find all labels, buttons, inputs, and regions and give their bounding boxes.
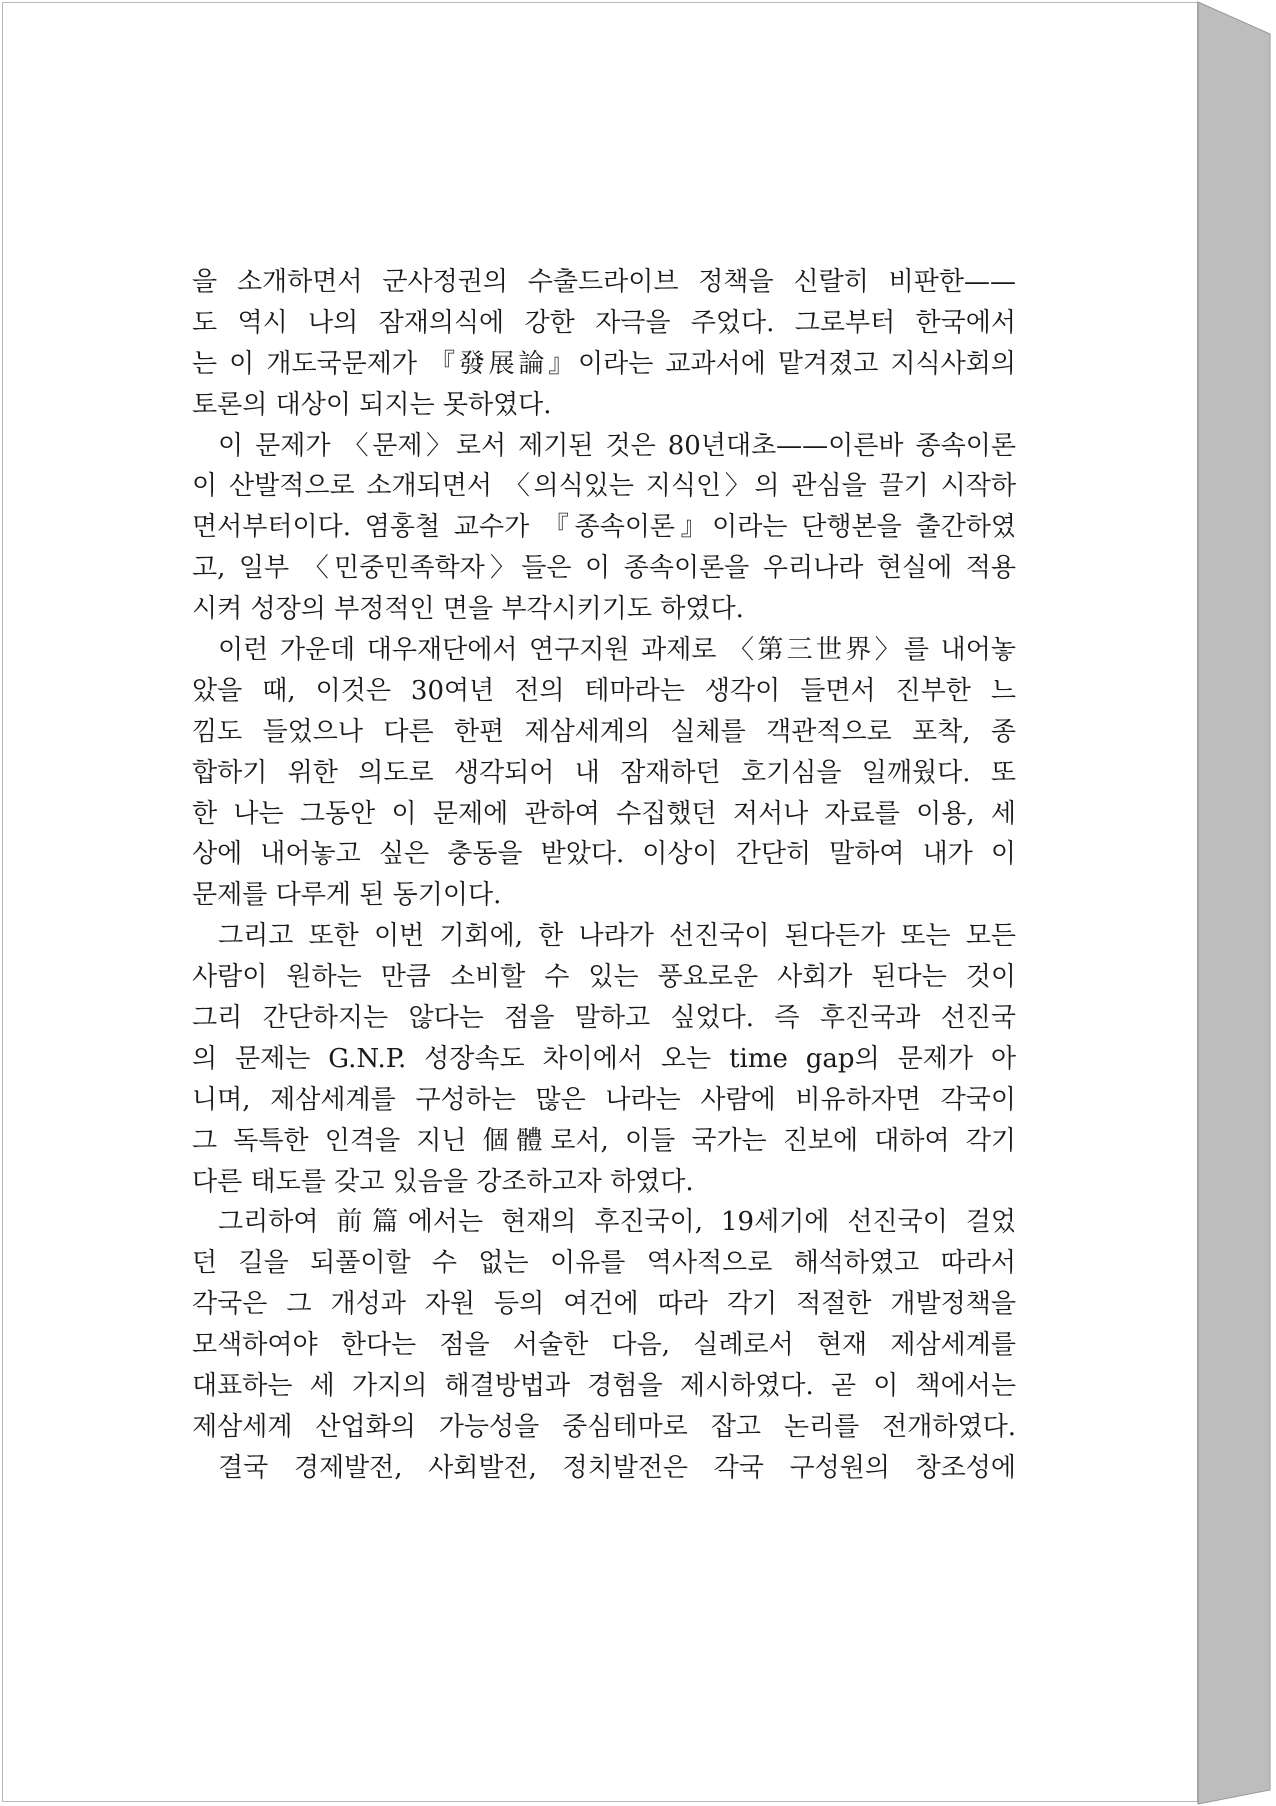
text-line: 면서부터이다. 염홍철 교수가 『종속이론』이라는 단행본을 출간하였 bbox=[192, 512, 1016, 543]
text-line: 시켜 성장의 부정적인 면을 부각시키기도 하였다. bbox=[192, 594, 744, 625]
text-line: 았을 때, 이것은 30여년 전의 테마라는 생각이 들면서 진부한 느 bbox=[192, 675, 1016, 706]
text-line: 모색하여야 한다는 점을 서술한 다음, 실례로서 현재 제삼세계를 bbox=[192, 1330, 1016, 1361]
text-line: 그리 간단하지는 않다는 점을 말하고 싶었다. 즉 후진국과 선진국 bbox=[192, 1003, 1016, 1034]
text-line: 사람이 원하는 만큼 소비할 수 있는 풍요로운 사회가 된다는 것이 bbox=[192, 962, 1016, 993]
text-line: 니며, 제삼세계를 구성하는 많은 나라는 사람에 비유하자면 각국이 bbox=[192, 1084, 1016, 1115]
text-line: 그 독특한 인격을 지닌 個體로서, 이들 국가는 진보에 대하여 각기 bbox=[192, 1125, 1016, 1156]
text-line: 상에 내어놓고 싶은 충동을 받았다. 이상이 간단히 말하여 내가 이 bbox=[192, 839, 1016, 870]
text-line: 그리고 또한 이번 기회에, 한 나라가 선진국이 된다든가 또는 모든 bbox=[218, 921, 1016, 952]
text-line: 합하기 위한 의도로 생각되어 내 잠재하던 호기심을 일깨웠다. 또 bbox=[192, 757, 1016, 788]
text-line: 문제를 다루게 된 동기이다. bbox=[192, 880, 502, 911]
text-line: 고, 일부 〈민중민족학자〉들은 이 종속이론을 우리나라 현실에 적용 bbox=[192, 553, 1016, 584]
text-line: 그리하여 前篇에서는 현재의 후진국이, 19세기에 선진국이 걸었 bbox=[218, 1207, 1016, 1238]
text-line: 던 길을 되풀이할 수 없는 이유를 역사적으로 해석하였고 따라서 bbox=[192, 1248, 1016, 1279]
text-line: 대표하는 세 가지의 해결방법과 경험을 제시하였다. 곧 이 책에서는 bbox=[192, 1371, 1016, 1402]
text-line: 낌도 들었으나 다른 한편 제삼세계의 실체를 객관적으로 포착, 종 bbox=[192, 716, 1016, 747]
text-line: 이 산발적으로 소개되면서 〈의식있는 지식인〉의 관심을 끌기 시작하 bbox=[192, 471, 1016, 502]
text-line: 을 소개하면서 군사정권의 수출드라이브 정책을 신랄히 비판한—— bbox=[192, 267, 1016, 297]
text-line: 결국 경제발전, 사회발전, 정치발전은 각국 구성원의 창조성에 bbox=[218, 1452, 1016, 1483]
text-line: 제삼세계 산업화의 가능성을 중심테마로 잡고 논리를 전개하였다. bbox=[192, 1411, 1016, 1442]
text-line: 는 이 개도국문제가 『發展論』이라는 교과서에 맡겨졌고 지식사회의 bbox=[192, 348, 1016, 379]
text-line: 이 문제가 〈문제〉로서 제기된 것은 80년대초——이른바 종속이론 bbox=[218, 430, 1016, 461]
text-line: 각국은 그 개성과 자원 등의 여건에 따라 각기 적절한 개발정책을 bbox=[192, 1289, 1016, 1320]
text-line: 이런 가운데 대우재단에서 연구지원 과제로 〈第三世界〉를 내어놓 bbox=[218, 635, 1016, 666]
body-text bbox=[192, 262, 1016, 1489]
text-line: 다른 태도를 갖고 있음을 강조하고자 하였다. bbox=[192, 1166, 694, 1197]
text-line: 토론의 대상이 되지는 못하였다. bbox=[192, 389, 552, 420]
text-line: 의 문제는 G.N.P. 성장속도 차이에서 오는 time gap의 문제가 아 bbox=[192, 1043, 1016, 1074]
text-line: 한 나는 그동안 이 문제에 관하여 수집했던 저서나 자료를 이용, 세 bbox=[192, 798, 1016, 829]
text-line: 도 역시 나의 잠재의식에 강한 자극을 주었다. 그로부터 한국에서 bbox=[192, 307, 1016, 338]
